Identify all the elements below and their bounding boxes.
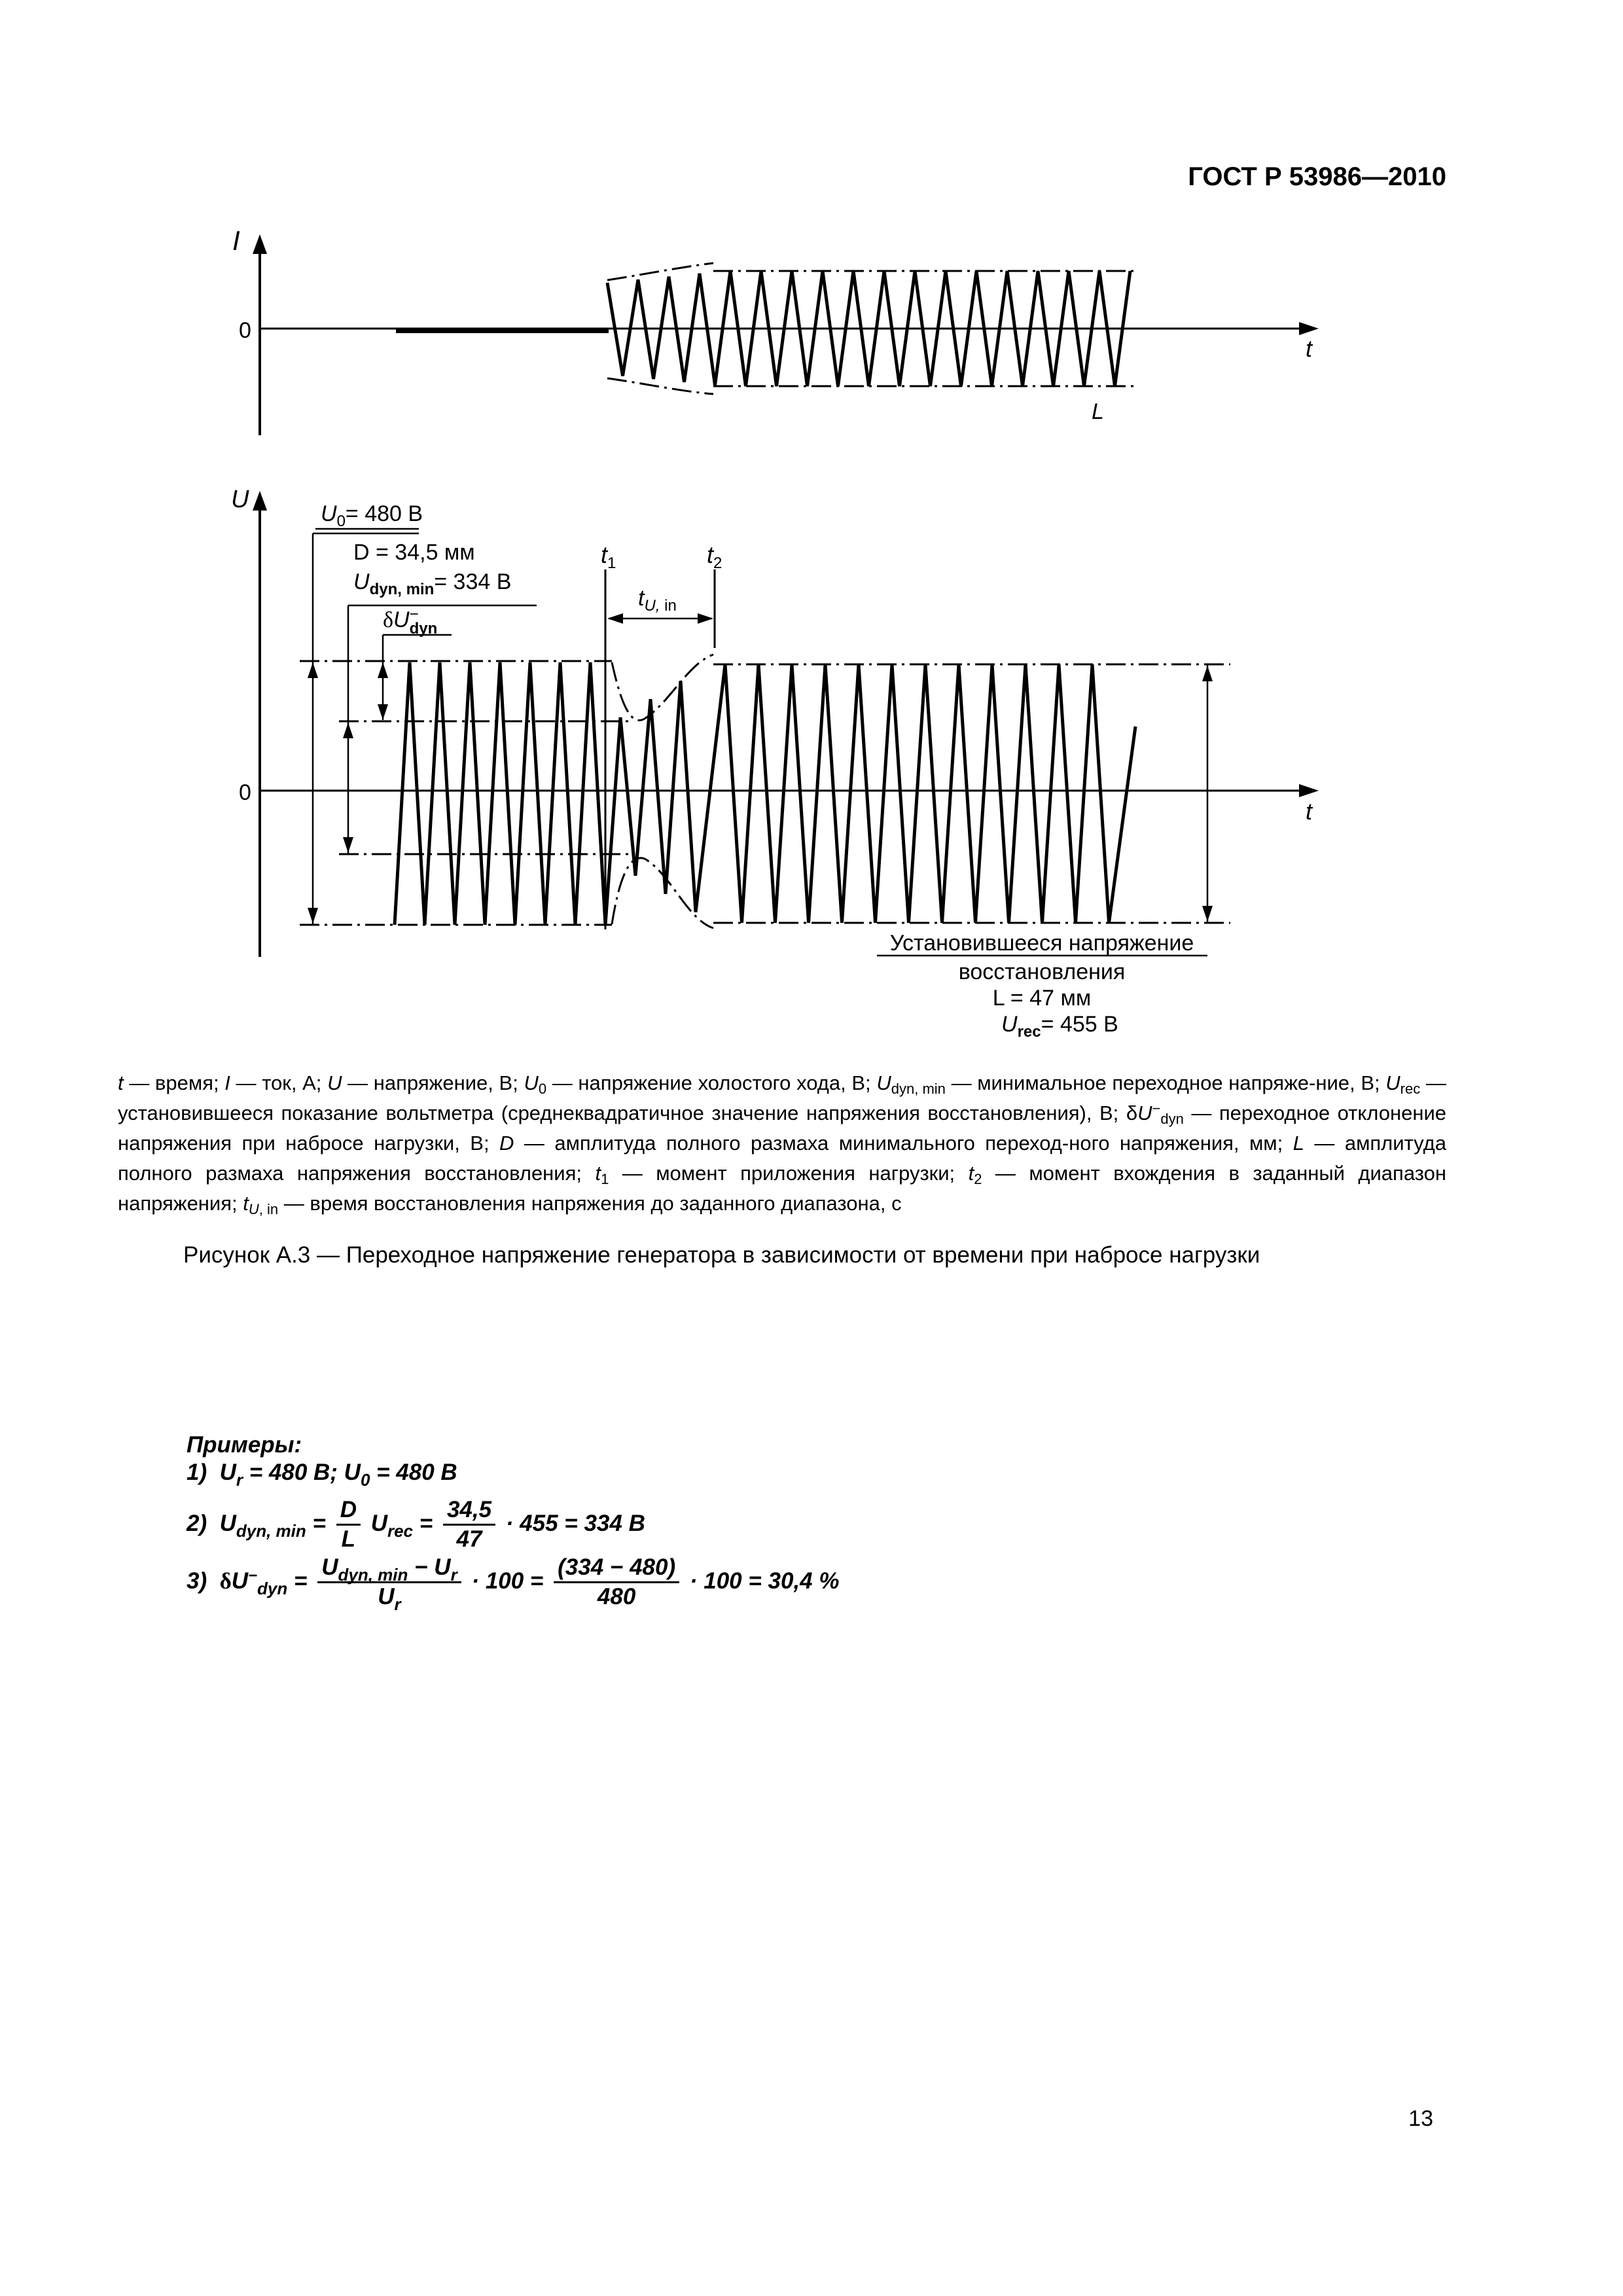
d-arrow-top	[343, 723, 353, 738]
d-label: D = 34,5 мм	[353, 540, 475, 565]
delta-arrow-bottom	[378, 704, 388, 720]
fraction-udyn-minus-ur: $\frac{U_{dyn, min} - U_r}{U_r}$	[317, 1554, 461, 1611]
examples-title: Примеры:	[187, 1432, 302, 1458]
u0-arrow-top	[308, 662, 318, 678]
l-label: L = 47 мм	[992, 986, 1092, 1011]
tu-label: $t_{U,}$ in	[638, 586, 677, 615]
upper-transient-envelope	[612, 655, 713, 721]
fraction-d-over-l: $\frac{D}{L}$	[336, 1496, 361, 1553]
figure-legend: t — время; I — ток, А; U — напряжение, В; $U_0$ — напряжение холостого хода, В; $U_{dyn, min}$ — минимальное переходное напряже-ние, В; $U_{rec}$ — установившееся показание вольтметра (среднеквадратичное значение напряжения восстановления), В; $\delta U^-_{dyn}$ — переходное отклонение напряжения при набросе нагрузки, В; D — амплитуда полного размаха минимального переход-ного напряжения, мм; L — амплитуда полного размаха напряжения восстановления; $t_1$ — момент приложения нагрузки; $t_2$ — момент вхождения в заданный диапазон напряжения; $t_{U, in}$ — время восстановления напряжения до заданного диапазона, с	[118, 1071, 1447, 1217]
current-plot	[232, 225, 1319, 435]
current-y-arrow	[253, 234, 267, 254]
d-arrow-bottom	[343, 837, 353, 853]
recovery-label-line1: Установившееся напряжение	[889, 931, 1194, 956]
voltage-zero-label: 0	[239, 780, 251, 805]
recovery-label-line2: восстановления	[958, 960, 1126, 984]
current-y-axis-label: I	[232, 225, 240, 256]
t2-label: $t_2$	[707, 541, 722, 572]
urec-label: $U_{rec}= 455$ В	[1001, 1012, 1118, 1041]
u0-arrow-bottom	[308, 908, 318, 924]
example-3: 3) $\delta U^-_{dyn}$ = $\frac{U_{dyn, min} - U_r}{U_r}$ · 100 = $\frac{(334 - 480)}{480}$ · 100 = 30,4 %	[187, 1554, 840, 1614]
fraction-334-minus-480: $\frac{(334 - 480)}{480}$	[554, 1554, 679, 1611]
current-zero-label: 0	[239, 318, 251, 343]
voltage-y-axis-label: U	[231, 486, 249, 513]
voltage-x-axis-label: t	[1306, 798, 1313, 825]
delta-arrow-top	[378, 662, 388, 678]
fraction-345-over-47: $\frac{34,5}{47}$	[443, 1496, 495, 1553]
tu-arrow-right	[698, 613, 713, 624]
l-arrow-top	[1202, 666, 1213, 681]
voltage-waveform	[395, 662, 1135, 925]
voltage-plot	[231, 486, 1319, 1041]
tu-arrow-left	[607, 613, 623, 624]
voltage-x-arrow	[1299, 784, 1319, 797]
example-1: 1) $U_r = 480$ В; $U_0 = 480$ В	[187, 1460, 457, 1490]
current-amplitude-label: L	[1092, 399, 1104, 424]
udyn-label: $U_{dyn, min}= 334$ В	[353, 569, 512, 598]
figure-caption: Рисунок А.3 — Переходное напряжение генератора в зависимости от времени при набросе нагрузки	[183, 1242, 1260, 1268]
current-x-arrow	[1299, 322, 1319, 335]
standard-number: ГОСТ Р 53986—2010	[1188, 162, 1446, 191]
u0-label: $U_0= 480$ В	[321, 501, 423, 530]
figure-a3	[0, 0, 1623, 1073]
t1-label: $t_1$	[601, 541, 616, 572]
delta-udyn-label: δU− dyn	[383, 605, 438, 637]
l-arrow-bottom	[1202, 906, 1213, 922]
current-x-axis-label: t	[1306, 335, 1313, 362]
voltage-y-arrow	[253, 491, 267, 511]
page-number: 13	[1408, 2106, 1433, 2131]
voltage-zigzag	[395, 662, 1135, 925]
current-lower-growth	[607, 378, 713, 394]
example-2: 2) $U_{dyn, min}$ = $\frac{D}{L}$ $U_{rec}$ = $\frac{34,5}{47}$ · 455 = 334 В	[187, 1497, 645, 1552]
